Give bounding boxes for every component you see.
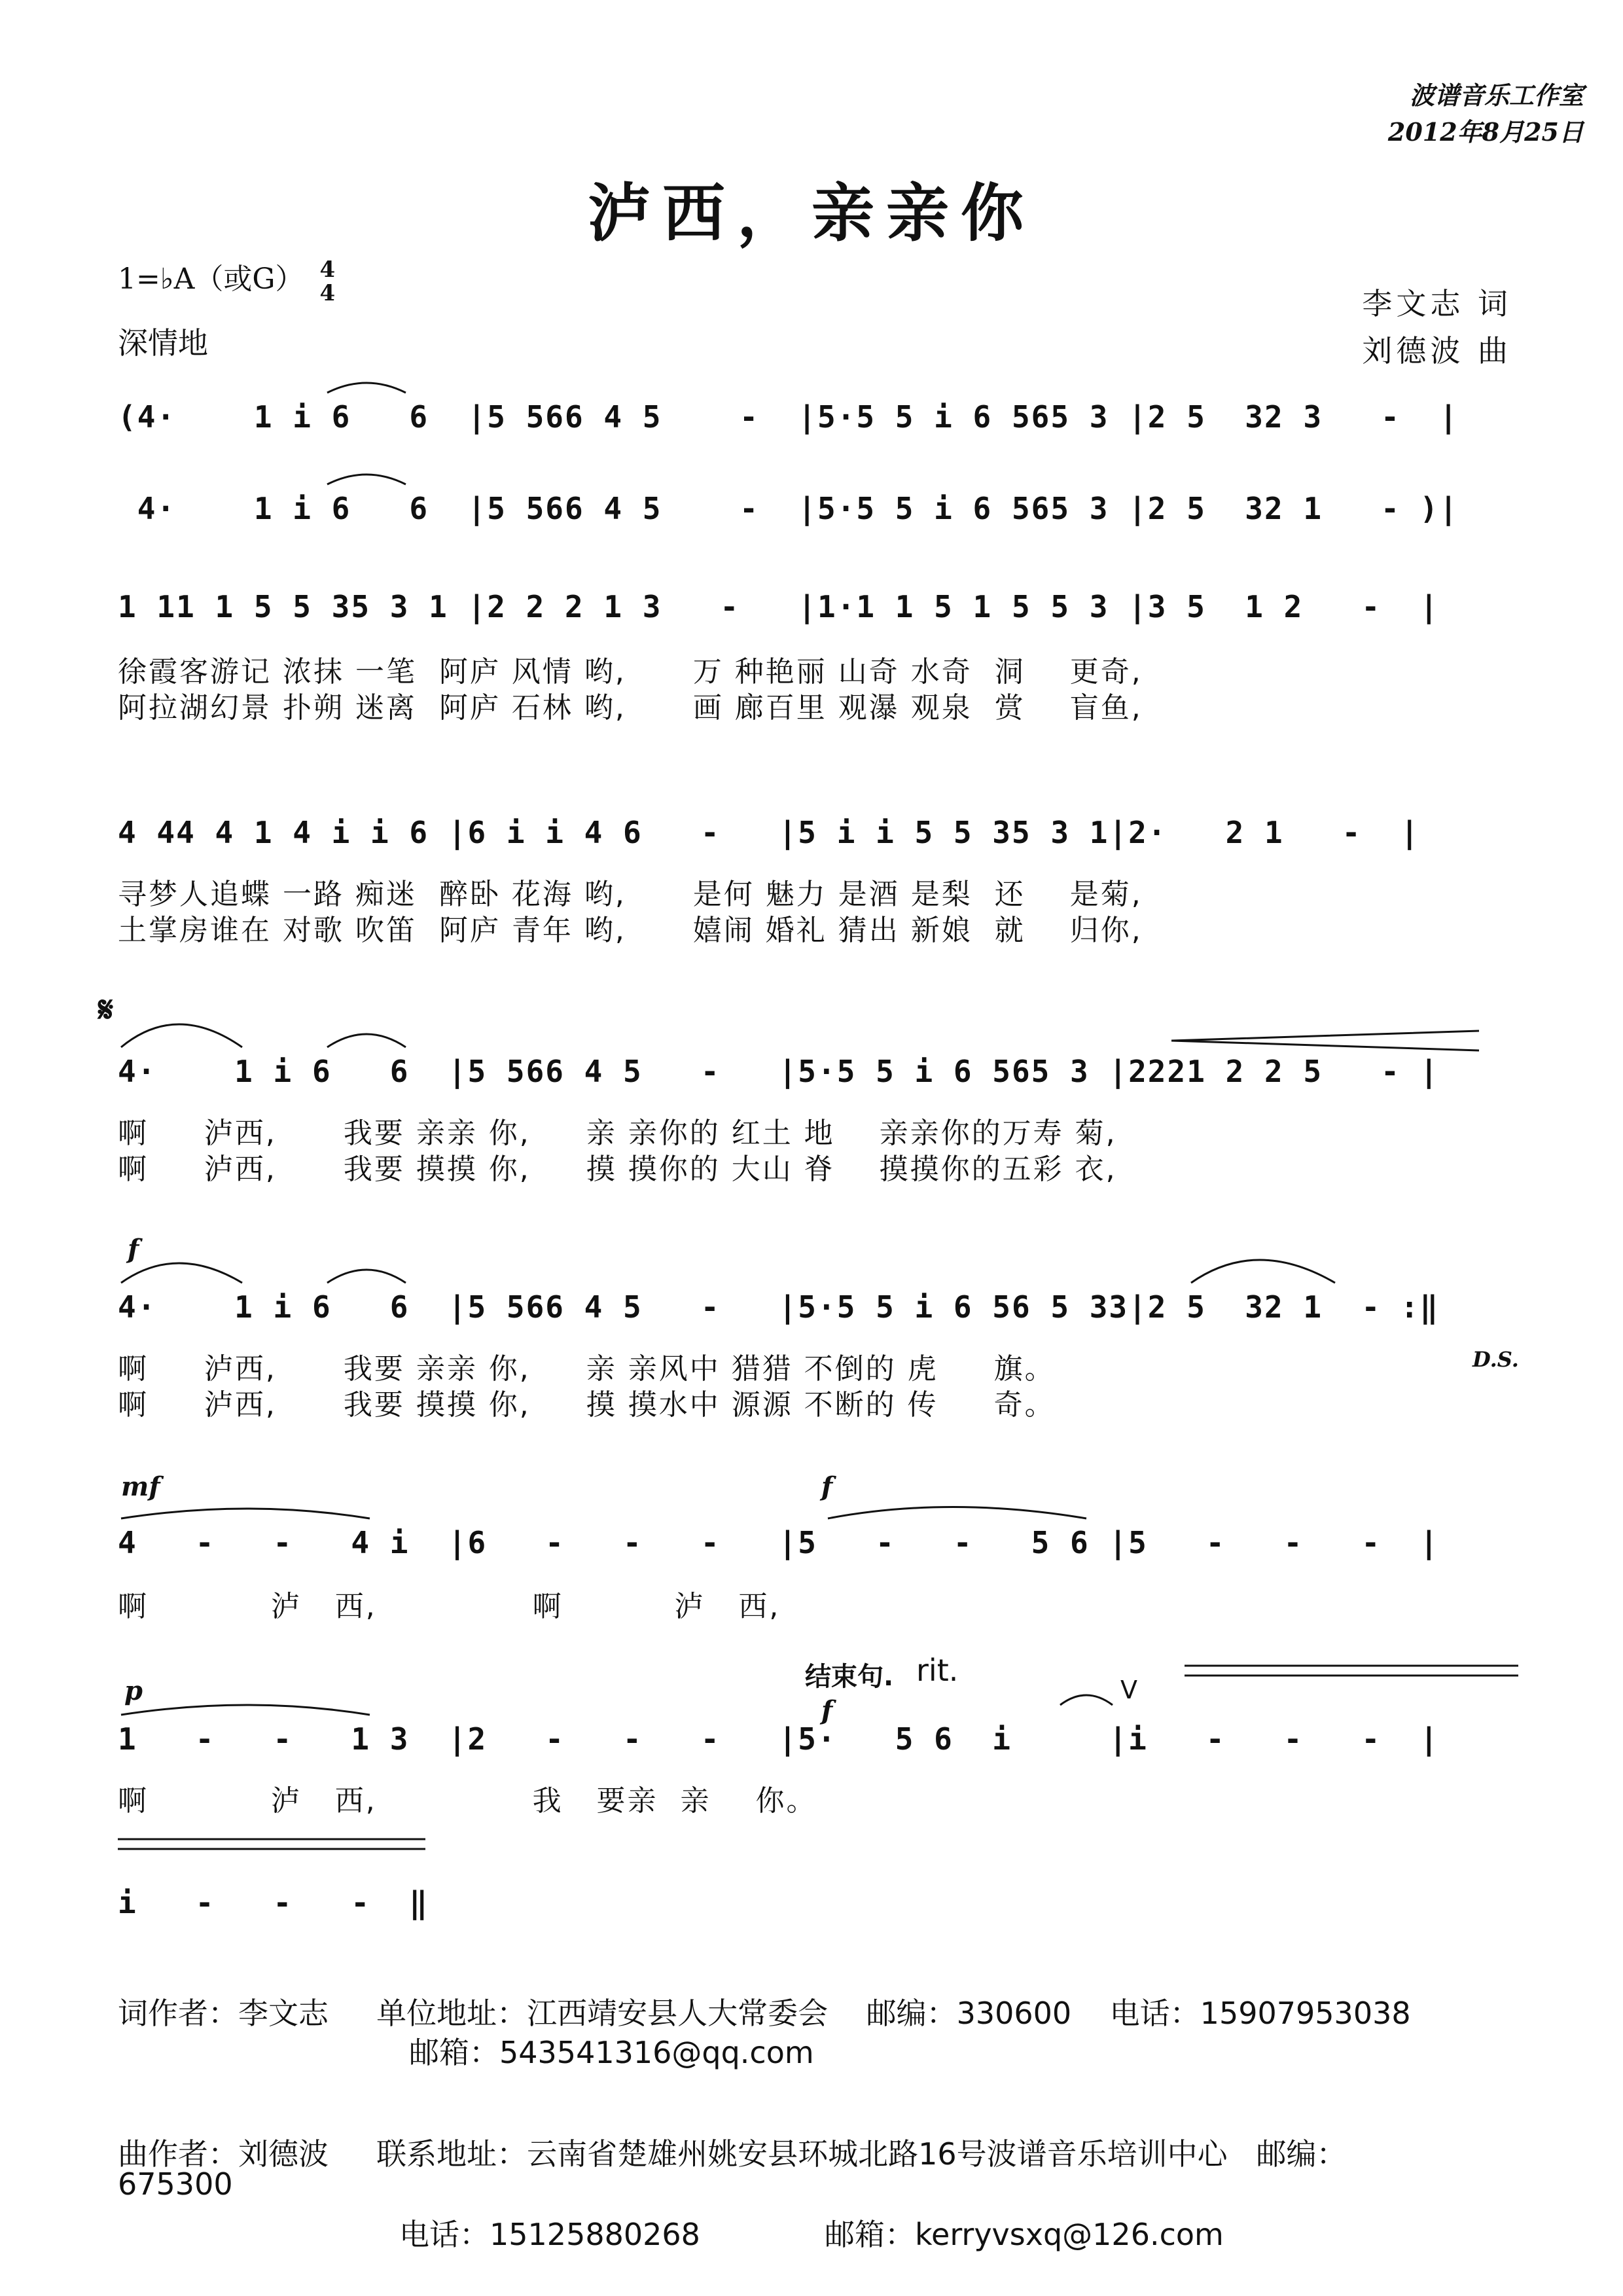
page-title: 泸西，亲亲你 <box>588 177 1035 250</box>
notation-line-4: 4 44 4 1 4 i i 6 |6 i i 4 6 - |5 i i 5 5 35 3 1|2· 2 1 - | <box>118 815 1420 850</box>
tie-1 <box>327 383 406 393</box>
slur-6a <box>121 1263 242 1283</box>
tie-2 <box>327 475 406 484</box>
lyric-line-7: 啊 泸 西, 啊 泸 西, <box>118 1590 781 1623</box>
rit-marking: rit. <box>916 1653 959 1688</box>
notation-line-9: i - - - ‖ <box>118 1885 429 1920</box>
lyric-line-6b: 啊 泸西, 我要 摸摸 你, 摸 摸水中 源源 不断的 传 奇。 <box>118 1388 1056 1422</box>
notation-line-3: 1 11 1 5 5 35 3 1 |2 2 2 1 3 - |1·1 1 5 1 5 5 3 |3 5 1 2 - | <box>118 589 1440 624</box>
notation-line-2: 4· 1 i 6 6 |5 566 4 5 - |5·5 5 i 6 565 3 |2 5 32 1 - )| <box>118 491 1459 526</box>
slur-8a <box>121 1705 370 1715</box>
lyric-line-5b: 啊 泸西, 我要 摸摸 你, 摸 摸你的 大山 脊 摸摸你的五彩 衣, <box>118 1153 1117 1186</box>
lyric-line-3b: 阿拉湖幻景 扑朔 迷离 阿庐 石林 哟, 画 廊百里 观瀑 观泉 赏 盲鱼, <box>118 691 1143 725</box>
segno-sign: 𝄋 <box>98 988 114 1030</box>
notation-line-6: 4· 1 i 6 6 |5 566 4 5 - |5·5 5 i 6 56 5 33|2 5 32 1 - :‖ <box>118 1289 1440 1325</box>
ending-label: 结束句. <box>805 1662 894 1692</box>
dynamic-p: p <box>124 1676 143 1706</box>
decrescendo-wedge <box>1171 1031 1479 1050</box>
lyric-line-4a: 寻梦人追蝶 一路 痴迷 醉卧 花海 哟, 是何 魅力 是酒 是梨 还 是菊, <box>118 878 1143 911</box>
lyric-line-5a: 啊 泸西, 我要 亲亲 你, 亲 亲你的 红土 地 亲亲你的万寿 菊, <box>118 1117 1117 1150</box>
notation-line-7: 4 - - 4 i |6 - - - |5 - - 5 6 |5 - - - | <box>118 1525 1440 1560</box>
composer: 刘德波 曲 <box>1362 333 1512 368</box>
notation-line-8: 1 - - 1 3 |2 - - - |5· 5 6 i |i - - - | <box>118 1721 1440 1757</box>
dynamic-f-3: f <box>821 1695 833 1726</box>
dynamic-mf: mf <box>121 1471 160 1502</box>
time-bottom: 4 <box>319 279 336 306</box>
footer-composer: 曲作者：刘德波 联系地址：云南省楚雄州姚安县环城北路16号波谱音乐培训中心 邮编： <box>118 2136 1347 2172</box>
dynamic-f-2: f <box>821 1471 833 1502</box>
key-label: 1=♭A（或G） <box>118 262 304 296</box>
footer-composer-contact: 电话：15125880268 邮箱：kerryvsxq@126.com <box>399 2217 1224 2252</box>
tie-6 <box>327 1270 406 1283</box>
slur-7a <box>121 1509 370 1518</box>
notation-line-1: (4· 1 i 6 6 |5 566 4 5 - |5·5 5 i 6 565 3 |2 5 32 3 - | <box>118 399 1459 435</box>
lyric-line-3a: 徐霞客游记 浓抹 一笔 阿庐 风情 哟, 万 种艳丽 山奇 水奇 洞 更奇, <box>118 655 1143 689</box>
lyric-line-4b: 土掌房谁在 对歌 吹笛 阿庐 青年 哟, 嬉闹 婚礼 猜出 新娘 就 归你, <box>118 914 1143 947</box>
tie-5 <box>327 1034 406 1047</box>
slur-5a <box>121 1024 242 1047</box>
notation-line-5: 4· 1 i 6 6 |5 566 4 5 - |5·5 5 i 6 565 3 |2221 2 2 5 - | <box>118 1054 1440 1089</box>
lyric-line-6a: 啊 泸西, 我要 亲亲 你, 亲 亲风中 猎猎 不倒的 虎 旗。 <box>118 1352 1056 1386</box>
lyricist: 李文志 词 <box>1362 286 1512 321</box>
footer-lyricist: 词作者：李文志 单位地址：江西靖安县人大常委会 邮编：330600 电话：15907953038 <box>118 1996 1411 2031</box>
lyric-line-8: 啊 泸 西, 我 要亲 亲 你。 <box>118 1784 817 1818</box>
tempo-marking: 深情地 <box>118 325 208 361</box>
ds-marking: D.S. <box>1472 1347 1519 1372</box>
breath-mark: V <box>1120 1676 1137 1704</box>
slur-7b <box>828 1507 1086 1519</box>
time-top: 4 <box>319 256 336 283</box>
studio-name: 波谱音乐工作室 <box>1409 81 1584 110</box>
fermata <box>1060 1695 1113 1705</box>
slur-6b <box>1191 1260 1335 1283</box>
date: 2012年8月25日 <box>1387 117 1584 147</box>
footer-lyricist-email: 邮箱：543541316@qq.com <box>409 2035 814 2070</box>
dynamic-f: f <box>128 1234 139 1265</box>
footer-composer-zip: 675300 <box>118 2166 233 2202</box>
